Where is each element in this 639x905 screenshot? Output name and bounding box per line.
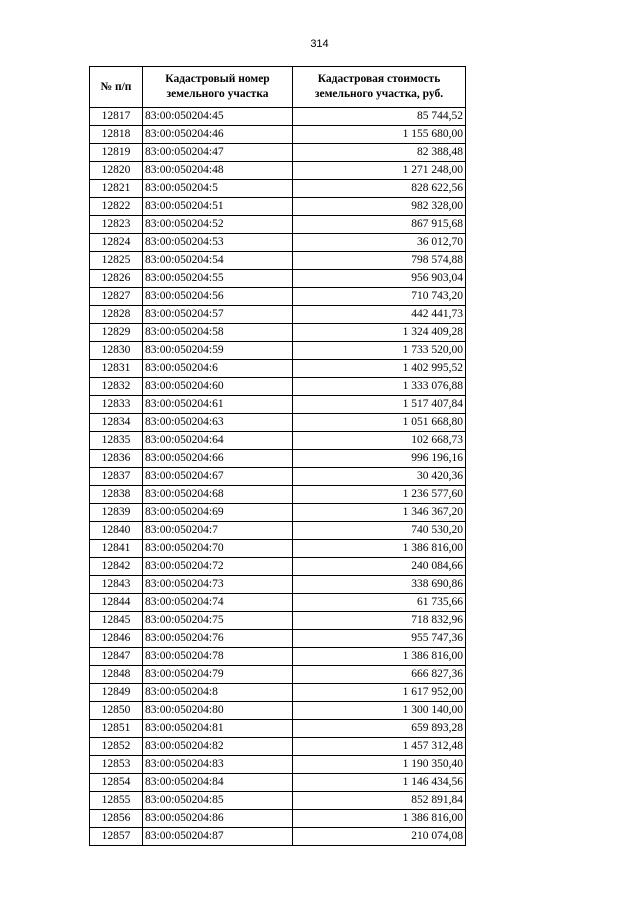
table-row bbox=[90, 666, 466, 684]
table-row bbox=[90, 306, 466, 324]
row-number-cell: 12825 bbox=[90, 252, 143, 270]
table-row bbox=[90, 504, 466, 522]
row-number-cell: 12844 bbox=[90, 594, 143, 612]
cadastral-number-cell: 83:00:050204:60 bbox=[143, 378, 293, 396]
row-number-cell: 12852 bbox=[90, 738, 143, 756]
row-number-cell: 12834 bbox=[90, 414, 143, 432]
cadastral-number-cell: 83:00:050204:58 bbox=[143, 324, 293, 342]
table-body bbox=[90, 108, 466, 846]
table-row bbox=[90, 576, 466, 594]
cadastral-value-cell: 1 236 577,60 bbox=[293, 486, 466, 504]
cadastral-number-cell: 83:00:050204:61 bbox=[143, 396, 293, 414]
cadastral-value-cell: 1 155 680,00 bbox=[293, 126, 466, 144]
cadastral-number-cell: 83:00:050204:48 bbox=[143, 162, 293, 180]
cadastral-number-cell: 83:00:050204:55 bbox=[143, 270, 293, 288]
table-row bbox=[90, 396, 466, 414]
cadastral-value-cell: 956 903,04 bbox=[293, 270, 466, 288]
cadastral-number-cell: 83:00:050204:84 bbox=[143, 774, 293, 792]
row-number-cell: 12823 bbox=[90, 216, 143, 234]
table-row bbox=[90, 630, 466, 648]
cadastral-value-cell: 1 300 140,00 bbox=[293, 702, 466, 720]
cadastral-value-cell: 1 324 409,28 bbox=[293, 324, 466, 342]
cadastral-value-cell: 1 146 434,56 bbox=[293, 774, 466, 792]
row-number-cell: 12835 bbox=[90, 432, 143, 450]
cadastral-number-cell: 83:00:050204:70 bbox=[143, 540, 293, 558]
table-row bbox=[90, 828, 466, 846]
cadastral-number-cell: 83:00:050204:46 bbox=[143, 126, 293, 144]
cadastral-value-cell: 1 733 520,00 bbox=[293, 342, 466, 360]
table-row bbox=[90, 144, 466, 162]
row-number-cell: 12848 bbox=[90, 666, 143, 684]
cadastral-value-cell: 1 346 367,20 bbox=[293, 504, 466, 522]
table-row bbox=[90, 702, 466, 720]
cadastral-value-cell: 852 891,84 bbox=[293, 792, 466, 810]
cadastral-number-cell: 83:00:050204:59 bbox=[143, 342, 293, 360]
cadastral-value-cell: 1 271 248,00 bbox=[293, 162, 466, 180]
cadastral-number-cell: 83:00:050204:52 bbox=[143, 216, 293, 234]
cadastral-value-cell: 798 574,88 bbox=[293, 252, 466, 270]
cadastral-value-cell: 102 668,73 bbox=[293, 432, 466, 450]
cadastral-value-cell: 36 012,70 bbox=[293, 234, 466, 252]
row-number-cell: 12843 bbox=[90, 576, 143, 594]
table-row bbox=[90, 486, 466, 504]
cadastral-value-cell: 30 420,36 bbox=[293, 468, 466, 486]
cadastral-number-cell: 83:00:050204:47 bbox=[143, 144, 293, 162]
header-row bbox=[90, 67, 466, 108]
cadastral-number-cell: 83:00:050204:8 bbox=[143, 684, 293, 702]
cadastral-number-cell: 83:00:050204:63 bbox=[143, 414, 293, 432]
table-row bbox=[90, 540, 466, 558]
row-number-cell: 12855 bbox=[90, 792, 143, 810]
cadastral-number-cell: 83:00:050204:64 bbox=[143, 432, 293, 450]
row-number-cell: 12842 bbox=[90, 558, 143, 576]
row-number-cell: 12827 bbox=[90, 288, 143, 306]
row-number-cell: 12839 bbox=[90, 504, 143, 522]
cadastral-number-cell: 83:00:050204:72 bbox=[143, 558, 293, 576]
row-number-cell: 12830 bbox=[90, 342, 143, 360]
table-row bbox=[90, 522, 466, 540]
cadastral-value-cell: 1 386 816,00 bbox=[293, 648, 466, 666]
row-number-cell: 12826 bbox=[90, 270, 143, 288]
table-row bbox=[90, 342, 466, 360]
page-number: 314 bbox=[310, 38, 329, 50]
table-row bbox=[90, 450, 466, 468]
cadastral-number-cell: 83:00:050204:45 bbox=[143, 108, 293, 126]
cadastral-value-cell: 740 530,20 bbox=[293, 522, 466, 540]
table-row bbox=[90, 432, 466, 450]
table-row bbox=[90, 288, 466, 306]
table-row bbox=[90, 594, 466, 612]
table-row bbox=[90, 162, 466, 180]
cadastral-value-table bbox=[89, 66, 466, 846]
table-row bbox=[90, 180, 466, 198]
table-row bbox=[90, 234, 466, 252]
cadastral-value-cell: 982 328,00 bbox=[293, 198, 466, 216]
row-number-cell: 12831 bbox=[90, 360, 143, 378]
cadastral-value-cell: 1 051 668,80 bbox=[293, 414, 466, 432]
row-number-cell: 12822 bbox=[90, 198, 143, 216]
cadastral-number-cell: 83:00:050204:51 bbox=[143, 198, 293, 216]
cadastral-number-cell: 83:00:050204:6 bbox=[143, 360, 293, 378]
table-row bbox=[90, 378, 466, 396]
cadastral-value-cell: 996 196,16 bbox=[293, 450, 466, 468]
cadastral-value-cell: 442 441,73 bbox=[293, 306, 466, 324]
table-row bbox=[90, 612, 466, 630]
cadastral-value-cell: 867 915,68 bbox=[293, 216, 466, 234]
table-row bbox=[90, 198, 466, 216]
cadastral-value-cell: 61 735,66 bbox=[293, 594, 466, 612]
header-row-number: № п/п bbox=[90, 67, 143, 108]
cadastral-value-cell: 659 893,28 bbox=[293, 720, 466, 738]
table-row bbox=[90, 648, 466, 666]
row-number-cell: 12854 bbox=[90, 774, 143, 792]
cadastral-value-cell: 828 622,56 bbox=[293, 180, 466, 198]
cadastral-number-cell: 83:00:050204:5 bbox=[143, 180, 293, 198]
row-number-cell: 12828 bbox=[90, 306, 143, 324]
cadastral-number-cell: 83:00:050204:7 bbox=[143, 522, 293, 540]
row-number-cell: 12838 bbox=[90, 486, 143, 504]
row-number-cell: 12837 bbox=[90, 468, 143, 486]
cadastral-number-cell: 83:00:050204:76 bbox=[143, 630, 293, 648]
cadastral-value-cell: 210 074,08 bbox=[293, 828, 466, 846]
table-row bbox=[90, 720, 466, 738]
table-row bbox=[90, 324, 466, 342]
row-number-cell: 12847 bbox=[90, 648, 143, 666]
cadastral-number-cell: 83:00:050204:82 bbox=[143, 738, 293, 756]
cadastral-number-cell: 83:00:050204:53 bbox=[143, 234, 293, 252]
row-number-cell: 12833 bbox=[90, 396, 143, 414]
cadastral-number-cell: 83:00:050204:54 bbox=[143, 252, 293, 270]
cadastral-value-cell: 1 190 350,40 bbox=[293, 756, 466, 774]
row-number-cell: 12850 bbox=[90, 702, 143, 720]
cadastral-value-cell: 710 743,20 bbox=[293, 288, 466, 306]
cadastral-number-cell: 83:00:050204:87 bbox=[143, 828, 293, 846]
cadastral-number-cell: 83:00:050204:75 bbox=[143, 612, 293, 630]
cadastral-value-cell: 82 388,48 bbox=[293, 144, 466, 162]
cadastral-value-cell: 1 617 952,00 bbox=[293, 684, 466, 702]
table-row bbox=[90, 126, 466, 144]
row-number-cell: 12856 bbox=[90, 810, 143, 828]
cadastral-number-cell: 83:00:050204:73 bbox=[143, 576, 293, 594]
row-number-cell: 12846 bbox=[90, 630, 143, 648]
cadastral-value-cell: 240 084,66 bbox=[293, 558, 466, 576]
cadastral-number-cell: 83:00:050204:56 bbox=[143, 288, 293, 306]
table-row bbox=[90, 108, 466, 126]
cadastral-value-cell: 1 517 407,84 bbox=[293, 396, 466, 414]
row-number-cell: 12819 bbox=[90, 144, 143, 162]
header-cadastral-value: Кадастровая стоимость земельного участка, руб. bbox=[293, 67, 466, 108]
cadastral-value-cell: 1 402 995,52 bbox=[293, 360, 466, 378]
cadastral-number-cell: 83:00:050204:86 bbox=[143, 810, 293, 828]
table-row bbox=[90, 414, 466, 432]
cadastral-value-cell: 1 386 816,00 bbox=[293, 810, 466, 828]
row-number-cell: 12836 bbox=[90, 450, 143, 468]
cadastral-number-cell: 83:00:050204:57 bbox=[143, 306, 293, 324]
cadastral-number-cell: 83:00:050204:69 bbox=[143, 504, 293, 522]
table-header bbox=[90, 67, 466, 108]
cadastral-number-cell: 83:00:050204:74 bbox=[143, 594, 293, 612]
cadastral-value-cell: 85 744,52 bbox=[293, 108, 466, 126]
row-number-cell: 12845 bbox=[90, 612, 143, 630]
cadastral-number-cell: 83:00:050204:66 bbox=[143, 450, 293, 468]
cadastral-value-cell: 1 386 816,00 bbox=[293, 540, 466, 558]
row-number-cell: 12849 bbox=[90, 684, 143, 702]
cadastral-number-cell: 83:00:050204:78 bbox=[143, 648, 293, 666]
table-row bbox=[90, 756, 466, 774]
row-number-cell: 12832 bbox=[90, 378, 143, 396]
row-number-cell: 12857 bbox=[90, 828, 143, 846]
table-row bbox=[90, 270, 466, 288]
table-row bbox=[90, 792, 466, 810]
cadastral-number-cell: 83:00:050204:85 bbox=[143, 792, 293, 810]
cadastral-value-cell: 1 457 312,48 bbox=[293, 738, 466, 756]
cadastral-number-cell: 83:00:050204:83 bbox=[143, 756, 293, 774]
header-cadastral-number: Кадастровый номер земельного участка bbox=[143, 67, 293, 108]
table-row bbox=[90, 252, 466, 270]
cadastral-value-cell: 955 747,36 bbox=[293, 630, 466, 648]
row-number-cell: 12853 bbox=[90, 756, 143, 774]
cadastral-number-cell: 83:00:050204:79 bbox=[143, 666, 293, 684]
table-row bbox=[90, 360, 466, 378]
row-number-cell: 12818 bbox=[90, 126, 143, 144]
cadastral-value-cell: 718 832,96 bbox=[293, 612, 466, 630]
cadastral-number-cell: 83:00:050204:68 bbox=[143, 486, 293, 504]
cadastral-value-cell: 666 827,36 bbox=[293, 666, 466, 684]
table-row bbox=[90, 216, 466, 234]
row-number-cell: 12820 bbox=[90, 162, 143, 180]
cadastral-value-cell: 1 333 076,88 bbox=[293, 378, 466, 396]
cadastral-number-cell: 83:00:050204:81 bbox=[143, 720, 293, 738]
row-number-cell: 12841 bbox=[90, 540, 143, 558]
table-row bbox=[90, 738, 466, 756]
row-number-cell: 12840 bbox=[90, 522, 143, 540]
table-row bbox=[90, 684, 466, 702]
cadastral-value-cell: 338 690,86 bbox=[293, 576, 466, 594]
row-number-cell: 12851 bbox=[90, 720, 143, 738]
table-row bbox=[90, 810, 466, 828]
table-row bbox=[90, 774, 466, 792]
row-number-cell: 12821 bbox=[90, 180, 143, 198]
cadastral-number-cell: 83:00:050204:67 bbox=[143, 468, 293, 486]
row-number-cell: 12824 bbox=[90, 234, 143, 252]
row-number-cell: 12829 bbox=[90, 324, 143, 342]
table-row bbox=[90, 558, 466, 576]
table-row bbox=[90, 468, 466, 486]
row-number-cell: 12817 bbox=[90, 108, 143, 126]
cadastral-number-cell: 83:00:050204:80 bbox=[143, 702, 293, 720]
